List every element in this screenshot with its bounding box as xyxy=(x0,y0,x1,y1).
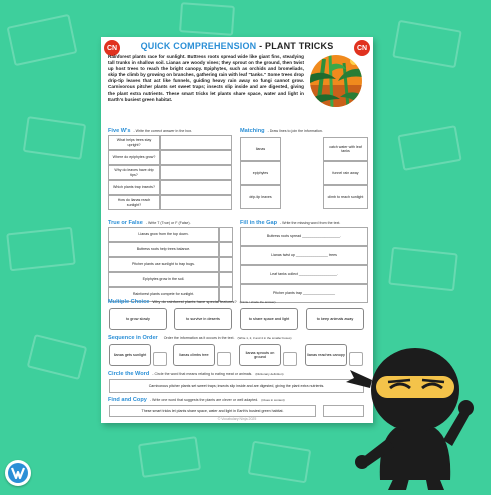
brand-badge-right: CN xyxy=(354,40,370,56)
title-main: QUICK COMPREHENSION xyxy=(140,41,257,51)
five-ws-question-5: How do lianas reach sunlight? xyxy=(108,195,160,210)
matching-left-3[interactable]: drip-tip leaves xyxy=(240,185,281,209)
section-circle-word-heading: Circle the Word - Circle the word that means relating to eating meat or animals. (Dictionary definition) xyxy=(108,371,284,377)
circle-word-instruction: - Circle the word that means relating to eating meat or animals. xyxy=(152,372,253,376)
sequence-number-box-1[interactable] xyxy=(153,352,167,366)
section-fill-gap-heading: Fill in the Gap - Write the missing word from the text. xyxy=(240,220,341,226)
page-title xyxy=(101,41,373,51)
circle-word-hint: (Dictionary definition) xyxy=(255,372,284,376)
multiple-choice-question: Why do rainforest plants have special features? xyxy=(152,299,237,304)
section-true-false-heading: True or False - Write T (True) or F (False). xyxy=(108,220,191,226)
sequence-item-1: lianas gets sunlight xyxy=(109,344,151,366)
fill-gap-sentence-1[interactable]: Buttress roots spread ___________________. xyxy=(240,227,368,246)
true-false-instruction: - Write T (True) or F (False). xyxy=(145,221,191,225)
matching-instruction: - Draw lines to join the information. xyxy=(267,129,323,133)
five-ws-answer-5[interactable] xyxy=(160,195,232,210)
matching-right-1[interactable]: catch water with leaf tanks xyxy=(323,137,368,161)
sequence-number-box-2[interactable] xyxy=(217,352,231,366)
multiple-choice-option-2[interactable]: to survive in deserts xyxy=(174,308,232,330)
title-topic: PLANT TRICKS xyxy=(265,41,334,51)
true-false-statement-1: Lianas grow from the top down. xyxy=(108,227,219,242)
sequence-instruction: Order the information as it occurs in the text. xyxy=(163,336,235,340)
fill-gap-instruction: - Write the missing word from the text. xyxy=(279,221,341,225)
matching-left-2[interactable]: epiphytes xyxy=(240,161,281,185)
true-false-answer-2[interactable] xyxy=(219,242,233,257)
sequence-hint: (Write 1, 2, 3 and 4 in the smaller boxes) xyxy=(237,336,292,340)
jungle-illustration xyxy=(310,55,362,107)
find-copy-sentence: These smart tricks let plants share space, water and light in Earth's busiest green habitat. xyxy=(109,405,316,417)
true-false-answer-3[interactable] xyxy=(219,257,233,272)
multiple-choice-option-4[interactable]: to keep animals away xyxy=(306,308,364,330)
sequence-item-4: lianas reaches canopy xyxy=(305,344,347,366)
section-multiple-choice-heading: Multiple Choice Why do rainforest plants have special features? (Circle / shade the answer) xyxy=(108,299,276,305)
true-false-answer-4[interactable] xyxy=(219,272,233,287)
ninja-mascot xyxy=(340,330,480,490)
find-copy-instruction: - Write one word that suggests the plants are clever or well adapted. xyxy=(149,398,259,402)
fill-gap-sentence-2[interactable]: Lianas twist up ________________ trees xyxy=(240,246,368,265)
sequence-item-2: lianas climbs tree xyxy=(173,344,215,366)
sequence-item-3: lianas sprouts on ground xyxy=(239,344,281,366)
brand-badge-left: CN xyxy=(104,40,120,56)
true-false-statement-4: Epiphytes grow in the soil. xyxy=(108,272,219,287)
matching-left-1[interactable]: lianas xyxy=(240,137,281,161)
copyright-footer: © Vocabulary Ninja 2025 xyxy=(217,417,257,421)
five-ws-question-1: What helps trees stay upright? xyxy=(108,135,160,150)
five-ws-question-3: Why do leaves have drip tips? xyxy=(108,165,160,180)
five-ws-answer-1[interactable] xyxy=(160,135,232,150)
five-ws-instruction: - Write the correct answer in the box. xyxy=(133,129,193,133)
section-find-copy-heading: Find and Copy - Write one word that suggests the plants are clever or well adapted. (Clues in context) xyxy=(108,397,285,403)
true-false-answer-1[interactable] xyxy=(219,227,233,242)
section-sequence-heading: Sequence in Order Order the information as it occurs in the text. (Write 1, 2, 3 and 4 in the smaller boxes) xyxy=(108,335,292,341)
section-five-ws-heading: Five W's - Write the correct answer in the box. xyxy=(108,128,193,134)
fill-gap-sentence-3[interactable]: Leaf tanks collect ___________________. xyxy=(240,265,368,284)
section-matching-heading: Matching - Draw lines to join the information. xyxy=(240,128,323,134)
multiple-choice-option-3[interactable]: to share space and light xyxy=(240,308,298,330)
title-separator: - xyxy=(256,41,265,51)
multiple-choice-option-1[interactable]: to grow slowly xyxy=(109,308,167,330)
five-ws-question-4: Which plants trap insects? xyxy=(108,180,160,195)
multiple-choice-hint: (Circle / shade the answer) xyxy=(239,300,276,304)
true-false-statement-3: Pitcher plants use sunlight to trap bugs. xyxy=(108,257,219,272)
sequence-number-box-3[interactable] xyxy=(283,352,297,366)
matching-right-3[interactable]: climb to reach sunlight xyxy=(323,185,368,209)
fill-gap-sentence-4[interactable]: Pitcher plants trap ________________ xyxy=(240,284,368,303)
five-ws-answer-4[interactable] xyxy=(160,180,232,195)
five-ws-answer-2[interactable] xyxy=(160,150,232,165)
true-false-statement-2: Buttress roots help trees balance. xyxy=(108,242,219,257)
true-false-statement-5: Rainforest plants compete for sunlight. xyxy=(108,287,219,302)
worksheet-page xyxy=(101,37,373,423)
circle-word-sentence[interactable]: Carnivorous pitcher plants set sweet traps; insects slip inside and are digested, giving the plant extra nutrients. xyxy=(109,379,364,393)
vocabulary-ninja-logo xyxy=(5,460,31,486)
five-ws-question-2: Where do epiphytes grow? xyxy=(108,150,160,165)
reading-passage: Rainforest plants race for sunlight. Buttress roots spread wide like giant fins, steadying tall trunks in shallow soil. Lianas are woody vines; they sprout on the ground, then twist up host trees to reach the bright canopy. Epiphytes, such as orchids and bromeliads, skip the climb by growing on branches, gathering rain with leaf "tanks." Some trees drop drip-tip leaves that act like funnels, guiding heavy rain away so fungi cannot grow. Carnivorous pitcher plants set sweet traps; insects slip inside and are digested, giving the plant extra nutrients. These smart tricks let plants share space, water and light in Earth's busiest green habitat. xyxy=(108,54,304,102)
matching-right-2[interactable]: funnel rain away xyxy=(323,161,368,185)
find-copy-hint: (Clues in context) xyxy=(261,398,285,402)
five-ws-answer-3[interactable] xyxy=(160,165,232,180)
